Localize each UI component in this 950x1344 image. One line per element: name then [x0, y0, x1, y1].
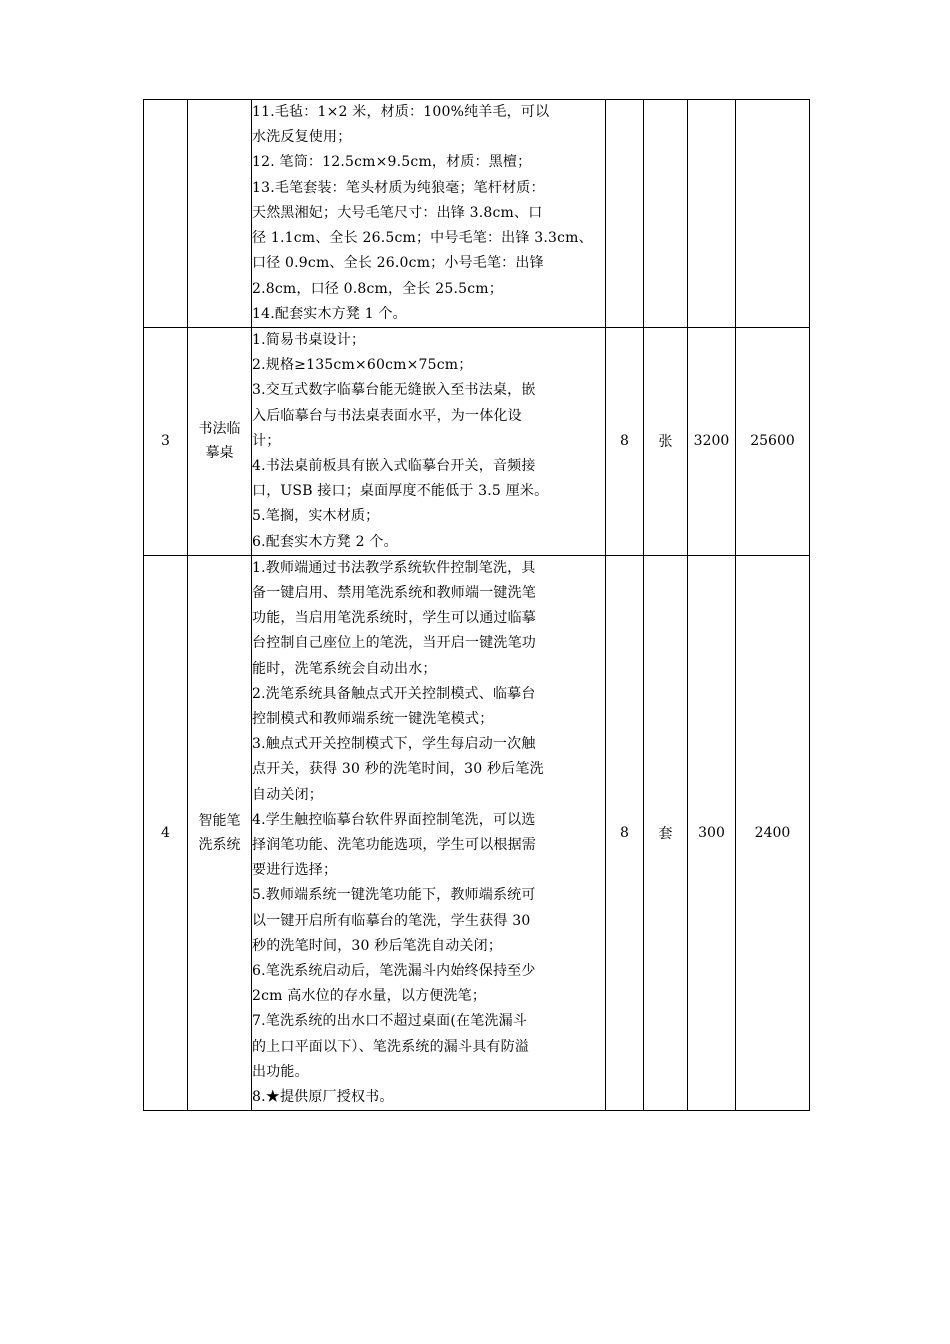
item-name-cell [188, 555, 252, 1110]
spec-line: 水洗反复使用； [252, 129, 352, 146]
spec-line: 3.交互式数字临摹台能无缝嵌入至书法桌，嵌 [252, 382, 536, 399]
table-row [144, 555, 810, 1110]
spec-line: 秒的洗笔时间，30 秒后笔洗自动关闭； [252, 937, 503, 954]
unit-cell: 套 [644, 555, 688, 1110]
item-number-cell: 3 [144, 328, 188, 556]
spec-line: 3.触点式开关控制模式下，学生每启动一次触 [252, 736, 536, 753]
spec-line: 1.教师端通过书法教学系统软件控制笔洗，具 [252, 559, 536, 576]
spec-line: 4.学生触控临摹台软件界面控制笔洗，可以选 [252, 811, 536, 828]
spec-line: 自动关闭； [252, 786, 323, 803]
item-name-line: 摹桌 [205, 445, 234, 462]
table-row [144, 328, 810, 556]
spec-cell [252, 100, 606, 328]
spec-line: 功能，当启用笔洗系统时，学生可以通过临摹 [252, 610, 536, 627]
total-price-cell: 25600 [736, 328, 810, 556]
quantity-cell [606, 100, 644, 328]
item-name-line: 智能笔 [198, 813, 241, 830]
spec-line: 天然黑湘妃；大号毛笔尺寸：出锋 3.8cm、口 [252, 204, 543, 221]
spec-line: 8.★提供原厂授权书。 [252, 1089, 394, 1106]
spec-line: 的上口平面以下）、笔洗系统的漏斗具有防溢 [252, 1038, 529, 1055]
spec-line: 口径 0.9cm、全长 26.0cm；小号毛笔：出锋 [252, 255, 544, 272]
item-name-cell [188, 100, 252, 328]
spec-line: 6.笔洗系统启动后，笔洗漏斗内始终保持至少 [252, 963, 536, 980]
quantity-cell: 8 [606, 328, 644, 556]
unit-cell: 张 [644, 328, 688, 556]
spec-line: 6.配套实木方凳 2 个。 [252, 533, 398, 550]
spec-line: 1.简易书桌设计； [252, 332, 366, 348]
unit-price-cell [688, 100, 736, 328]
total-price-cell: 2400 [736, 555, 810, 1110]
spec-line: 2.8cm，口径 0.8cm，全长 25.5cm； [252, 280, 503, 297]
spec-line: 2.规格≥135cm×60cm×75cm； [252, 357, 473, 374]
spec-line: 入后临摹台与书法桌表面水平，为一体化设 [252, 407, 522, 424]
spec-line: 2.洗笔系统具备触点式开关控制模式、临摹台 [252, 685, 536, 702]
spec-line: 择润笔功能、洗笔功能选项，学生可以根据需 [252, 837, 536, 854]
spec-line: 能时，洗笔系统会自动出水； [252, 660, 437, 677]
spec-line: 7.笔洗系统的出水口不超过桌面(在笔洗漏斗 [252, 1013, 528, 1030]
unit-price-cell: 300 [688, 555, 736, 1110]
spec-line: 台控制自己座位上的笔洗，当开启一键洗笔功 [252, 635, 536, 652]
spec-line: 2cm 高水位的存水量，以方便洗笔； [252, 988, 487, 1005]
item-number-cell [144, 100, 188, 328]
spec-line: 4.书法桌前板具有嵌入式临摹台开关，音频接 [252, 458, 536, 475]
unit-cell [644, 100, 688, 328]
table-body [144, 100, 810, 1111]
spec-line: 11.毛毡：1×2 米，材质：100%纯羊毛，可以 [252, 104, 550, 121]
spec-line: 以一键开启所有临摹台的笔洗，学生获得 30 [252, 912, 531, 929]
spec-cell [252, 555, 606, 1110]
spec-line: 出功能。 [252, 1063, 309, 1080]
spec-line: 点开关，获得 30 秒的洗笔时间，30 秒后笔洗 [252, 761, 544, 778]
item-name-cell [188, 328, 252, 556]
spec-line: 5.笔搁，实木材质； [252, 508, 380, 525]
spec-line: 要进行选择； [252, 862, 338, 879]
item-name-line: 书法临 [198, 421, 241, 438]
spec-line: 计； [252, 432, 281, 449]
spec-cell [252, 328, 606, 556]
unit-price-cell: 3200 [688, 328, 736, 556]
quantity-cell: 8 [606, 555, 644, 1110]
item-number-cell: 4 [144, 555, 188, 1110]
spec-line: 备一键启用、禁用笔洗系统和教师端一键洗笔 [252, 585, 536, 602]
spec-line: 12. 笔筒：12.5cm×9.5cm，材质：黑檀； [252, 154, 532, 171]
item-name-line: 洗系统 [198, 837, 241, 854]
spec-line: 径 1.1cm、全长 26.5cm；中号毛笔：出锋 3.3cm、 [252, 230, 593, 247]
total-price-cell [736, 100, 810, 328]
spec-line: 14.配套实木方凳 1 个。 [252, 305, 407, 322]
spec-line: 口，USB 接口；桌面厚度不能低于 3.5 厘米。 [252, 483, 549, 500]
specification-table [143, 99, 810, 1111]
table-row [144, 100, 810, 328]
spec-line: 5.教师端系统一键洗笔功能下，教师端系统可 [252, 887, 536, 904]
spec-line: 13.毛笔套装：笔头材质为纯狼毫；笔杆材质： [252, 179, 545, 196]
spec-line: 控制模式和教师端系统一键洗笔模式； [252, 711, 494, 728]
